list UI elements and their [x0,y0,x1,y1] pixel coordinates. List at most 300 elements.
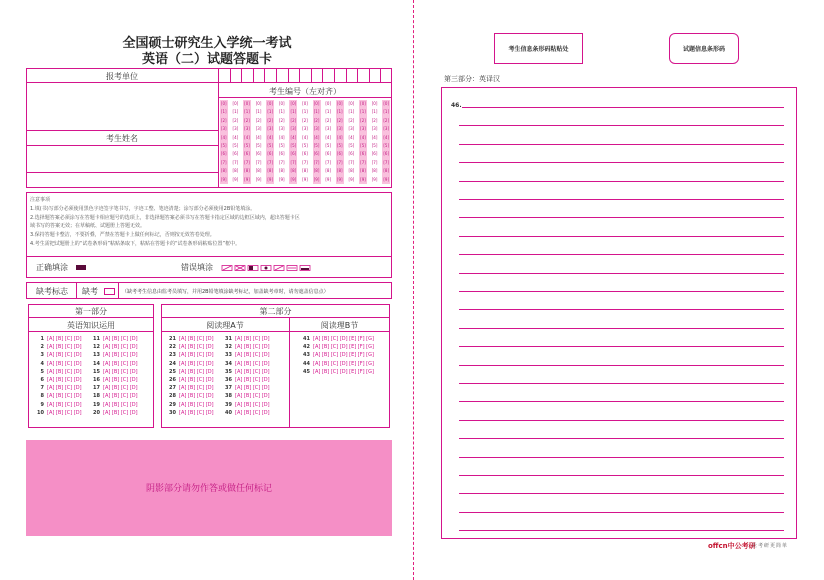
answer-row[interactable] [166,410,214,417]
answer-options[interactable]: [A] [B] [C] [D] [235,377,270,383]
answer-options[interactable]: [A] [B] [C] [D] [179,409,214,416]
id-digit-bubble[interactable]: [5] [278,142,285,148]
id-digit-bubble[interactable]: [2] [371,117,378,123]
answer-row[interactable] [222,352,270,359]
id-digit-bubble[interactable]: [9] [348,176,355,182]
id-digit-bubble[interactable]: [1] [243,108,251,116]
id-digit-bubble[interactable]: [8] [220,167,228,175]
question-number: 13 [93,352,100,359]
id-digit-bubble[interactable]: [9] [255,176,262,182]
id-digit-bubble[interactable]: [1] [382,108,390,116]
id-digit-column [313,100,321,184]
id-digit-bubble[interactable]: [7] [382,159,390,167]
id-digit-bubble[interactable]: [4] [232,134,239,140]
id-digit-bubble[interactable]: [2] [302,117,308,123]
id-digit-column [359,100,367,184]
notice-line-4: 3.保持答题卡整洁，不要折叠，严禁在答题卡上做任何标记，否则按无效答卷处理。 [30,232,215,238]
id-digit-bubble[interactable]: [4] [255,134,262,140]
answer-row[interactable] [222,361,270,368]
id-digit-bubble[interactable]: [0] [313,100,321,108]
answer-row[interactable] [90,410,138,417]
id-digit-bubble[interactable]: [1] [278,109,285,115]
id-digit-bubble[interactable]: [5] [359,142,367,150]
answer-options[interactable]: [A] [B] [C] [D] [47,393,82,400]
id-digit-bubble[interactable]: [2] [243,117,251,125]
id-digit-bubble[interactable]: [5] [336,142,344,150]
id-digit-bubble[interactable]: [0] [382,100,390,108]
id-digit-bubble[interactable]: [2] [220,117,228,125]
id-digit-bubble[interactable]: [2] [359,117,367,125]
id-digit-bubble[interactable]: [7] [255,159,262,165]
id-digit-bubble[interactable]: [9] [313,176,321,184]
answer-row[interactable] [34,352,82,359]
question-number: 35 [225,368,232,375]
id-digit-bubble[interactable]: [5] [266,142,274,150]
answer-row[interactable] [90,336,138,343]
part3-label: 第三部分：英译汉 [444,75,500,83]
answer-row[interactable] [34,369,82,376]
id-digit-bubble[interactable]: [5] [302,142,308,148]
id-digit-bubble[interactable]: [1] [359,108,367,116]
id-digit-bubble[interactable]: [1] [266,108,274,116]
answer-options[interactable]: [A] [B] [C] [D] [E] [F] [G] [313,360,374,367]
question-number: 1 [40,336,44,342]
id-digit-bubble[interactable]: [7] [232,159,239,165]
id-digit-bubble[interactable]: [2] [232,117,239,123]
id-digit-bubble[interactable]: [0] [220,100,228,108]
wrong-fill-samples-icon [221,265,317,273]
id-digit-bubble[interactable]: [8] [348,168,355,174]
writing-line [459,457,784,458]
id-digit-bubble[interactable]: [0] [348,101,355,106]
id-digit-bubble[interactable]: [1] [348,109,355,115]
answer-options[interactable]: [A] [B] [C] [D] [103,377,138,383]
id-digit-bubble[interactable]: [0] [359,100,367,108]
card-subtitle: 英语（二）试题答题卡 [141,52,272,67]
answer-row[interactable] [300,336,374,343]
answer-row[interactable] [90,369,138,376]
question-number: 12 [93,344,100,351]
answer-row[interactable] [34,377,82,384]
answer-row[interactable] [90,385,138,392]
id-digit-bubble[interactable]: [4] [348,134,355,140]
part2-title: 第二部分 [259,307,292,316]
answer-row[interactable] [222,369,270,376]
id-digit-bubble[interactable]: [5] [313,142,321,150]
id-digit-bubble[interactable]: [2] [325,117,332,123]
notice-line-2: 2.选择题答案必须涂写在答题卡相应题号的选项上，非选择题答案必须书写在答题卡指定区域的边框区域内，超出答题卡区 [30,215,300,221]
id-digit-bubble[interactable]: [4] [382,134,390,142]
id-digit-bubble[interactable]: [9] [266,176,274,184]
question-number: 18 [93,393,100,400]
answer-options[interactable]: [A] [B] [C] [D] [103,393,138,400]
answer-options[interactable]: [A] [B] [C] [D] [235,401,270,408]
id-digit-bubble[interactable]: [4] [266,134,274,142]
id-digit-bubble[interactable]: [8] [243,167,251,175]
answer-row[interactable] [166,361,214,368]
id-digit-bubble[interactable]: [3] [313,125,321,133]
id-digit-bubble[interactable]: [5] [371,142,378,148]
unit-label: 报考单位 [106,72,138,81]
id-digit-bubble[interactable]: [7] [371,159,378,165]
id-digit-bubble[interactable]: [6] [348,151,355,157]
id-digit-bubble[interactable]: [4] [220,134,228,142]
id-digit-bubble[interactable]: [2] [336,117,344,125]
id-digit-bubble[interactable]: [9] [289,176,297,184]
id-write-cell-divider [346,68,347,82]
id-write-cell-divider [311,68,312,82]
id-digit-bubble[interactable]: [3] [302,126,308,132]
question-number: 17 [93,385,100,392]
id-digit-bubble[interactable]: [6] [278,151,285,157]
writing-line [459,199,784,200]
id-digit-bubble[interactable]: [4] [359,134,367,142]
writing-line [459,217,784,218]
answer-options[interactable]: [A] [B] [C] [D] [47,401,82,408]
answer-options[interactable]: [A] [B] [C] [D] [179,401,214,408]
id-digit-bubble[interactable]: [6] [371,151,378,157]
answer-options[interactable]: [A] [B] [C] [D] [47,409,82,416]
card-title: 全国硕士研究生入学统一考试 [122,36,292,51]
id-digit-bubble[interactable]: [7] [359,159,367,167]
id-digit-bubble[interactable]: [8] [278,168,285,174]
answer-options[interactable]: [A] [B] [C] [D] [E] [F] [G] [313,344,374,351]
answer-row[interactable] [166,377,214,384]
id-digit-bubble[interactable]: [0] [325,101,332,106]
id-digit-bubble[interactable]: [9] [382,176,390,184]
id-digit-bubble[interactable]: [3] [336,125,344,133]
id-digit-bubble[interactable]: [8] [289,167,297,175]
id-digit-bubble[interactable]: [3] [359,125,367,133]
answer-row[interactable] [222,393,270,400]
id-digit-bubble[interactable]: [0] [266,100,274,108]
id-digit-column [336,100,344,184]
id-digit-bubble[interactable]: [1] [336,108,344,116]
id-digit-column [278,100,286,184]
id-digit-bubble[interactable]: [0] [278,101,285,106]
answer-row[interactable] [300,361,374,368]
answer-row[interactable] [300,344,374,351]
answer-options[interactable]: [A] [B] [C] [D] [103,352,138,359]
id-digit-bubble[interactable]: [5] [220,142,228,150]
writing-line [459,254,784,255]
part2-sub-b: 阅读理B节 [320,321,359,330]
id-digit-bubble[interactable]: [6] [220,150,228,158]
id-digit-bubble[interactable]: [5] [382,142,390,150]
id-digit-bubble[interactable]: [4] [289,134,297,142]
id-digit-bubble[interactable]: [8] [336,167,344,175]
answer-row[interactable] [166,344,214,351]
id-digit-bubble[interactable]: [6] [313,150,321,158]
answer-options[interactable]: [A] [B] [C] [D] [103,360,138,367]
question-number: 27 [169,385,176,392]
id-digit-bubble[interactable]: [2] [255,117,262,123]
id-digit-bubble[interactable]: [9] [220,176,228,184]
id-digit-bubble[interactable]: [6] [382,150,390,158]
answer-options[interactable]: [A] [B] [C] [D] [103,368,138,375]
answer-row[interactable] [34,344,82,351]
answer-options[interactable]: [A] [B] [C] [D] [235,352,270,359]
id-write-cell-divider [334,68,335,82]
answer-row[interactable] [90,361,138,368]
answer-options[interactable]: [A] [B] [C] [D] [235,360,270,367]
answer-row[interactable] [34,402,82,409]
id-digit-bubble[interactable]: [9] [336,176,344,184]
answer-row[interactable] [166,385,214,392]
id-digit-bubble[interactable]: [4] [278,134,285,140]
question-number: 36 [225,377,232,383]
id-digit-bubble[interactable]: [7] [243,159,251,167]
id-digit-bubble[interactable]: [7] [278,159,285,165]
id-digit-bubble[interactable]: [7] [348,159,355,165]
id-digit-bubble[interactable]: [8] [232,168,239,174]
id-digit-bubble[interactable]: [9] [359,176,367,184]
answer-row[interactable] [222,336,270,343]
answer-row[interactable] [166,369,214,376]
id-digit-bubble[interactable]: [3] [255,126,262,132]
id-digit-bubble[interactable]: [9] [232,176,239,182]
id-digit-bubble[interactable]: [8] [371,168,378,174]
id-digit-bubble[interactable]: [9] [302,176,308,182]
answer-row[interactable] [34,361,82,368]
id-digit-bubble[interactable]: [7] [325,159,332,165]
absent-checkbox[interactable] [104,288,115,295]
answer-options[interactable]: [A] [B] [C] [D] [235,344,270,351]
id-digit-bubble[interactable]: [5] [255,142,262,148]
id-digit-bubble[interactable]: [8] [302,168,308,174]
answer-row[interactable] [90,393,138,400]
notice-title: 注意事项 [30,197,51,203]
answer-options[interactable]: [A] [B] [C] [D] [E] [F] [G] [313,352,374,359]
id-digit-column [301,100,309,184]
id-digit-bubble[interactable]: [5] [243,142,251,150]
question-number: 44 [303,360,310,367]
id-digit-bubble[interactable]: [1] [302,109,308,115]
answer-row[interactable] [222,385,270,392]
id-digit-bubble[interactable]: [3] [289,125,297,133]
id-digit-bubble[interactable]: [3] [232,126,239,132]
id-digit-bubble[interactable]: [3] [266,125,274,133]
id-digit-bubble[interactable]: [4] [302,134,308,140]
id-digit-bubble[interactable]: [7] [220,159,228,167]
id-digit-bubble[interactable]: [0] [243,100,251,108]
id-digit-bubble[interactable]: [8] [325,168,332,174]
answer-row[interactable] [222,344,270,351]
id-digit-bubble[interactable]: [3] [371,126,378,132]
id-digit-bubble[interactable]: [5] [325,142,332,148]
writing-line [459,530,784,531]
answer-row[interactable] [166,352,214,359]
id-digit-bubble[interactable]: [5] [289,142,297,150]
answer-row[interactable] [34,385,82,392]
id-digit-bubble[interactable]: [8] [255,168,262,174]
question-number: 24 [169,360,176,367]
answer-options[interactable]: [A] [B] [C] [D] [47,377,82,383]
answer-options[interactable]: [A] [B] [C] [D] [179,377,214,383]
id-digit-bubble[interactable]: [3] [243,125,251,133]
question-number: 23 [169,352,176,359]
id-digit-bubble[interactable]: [4] [325,134,332,140]
id-digit-bubble[interactable]: [9] [278,176,285,182]
id-write-cell-divider [288,68,289,82]
part1-sub: 英语知识运用 [67,321,115,330]
question-number: 28 [169,393,176,400]
id-digit-bubble[interactable]: [3] [325,126,332,132]
answer-options[interactable]: [A] [B] [C] [D] [47,385,82,392]
id-digit-bubble[interactable]: [6] [325,151,332,157]
writing-line [459,328,784,329]
id-digit-bubble[interactable]: [2] [278,117,285,123]
id-digit-bubble[interactable]: [6] [289,150,297,158]
answer-options[interactable]: [A] [B] [C] [D] [E] [F] [G] [313,336,374,342]
answer-options[interactable]: [A] [B] [C] [D] [E] [F] [G] [313,368,374,375]
answer-options[interactable]: [A] [B] [C] [D] [179,336,214,342]
notice-line-3: 域书写的答案无效；在草稿纸、试题册上答题无效。 [30,223,146,229]
writing-line [459,475,784,476]
answer-row[interactable] [90,402,138,409]
answer-options[interactable]: [A] [B] [C] [D] [235,409,270,416]
id-digit-bubble[interactable]: [2] [266,117,274,125]
answer-row[interactable] [166,402,214,409]
id-digit-bubble[interactable]: [7] [289,159,297,167]
id-digit-bubble[interactable]: [0] [302,101,308,106]
answer-options[interactable]: [A] [B] [C] [D] [47,360,82,367]
id-digit-bubble[interactable]: [8] [382,167,390,175]
id-digit-bubble[interactable]: [3] [220,125,228,133]
unit-field[interactable] [26,82,219,130]
id-digit-bubble[interactable]: [4] [371,134,378,140]
answer-row[interactable] [34,336,82,343]
id-digit-bubble[interactable]: [4] [243,134,251,142]
id-digit-bubble[interactable]: [6] [359,150,367,158]
answer-options[interactable]: [A] [B] [C] [D] [47,352,82,359]
answer-options[interactable]: [A] [B] [C] [D] [103,385,138,392]
answer-options[interactable]: [A] [B] [C] [D] [47,344,82,351]
id-digit-bubble[interactable]: [7] [302,159,308,165]
answer-options[interactable]: [A] [B] [C] [D] [179,385,214,392]
writing-line [459,162,784,163]
id-digit-bubble[interactable]: [5] [232,142,239,148]
id-digit-bubble[interactable]: [1] [289,108,297,116]
answer-options[interactable]: [A] [B] [C] [D] [47,368,82,375]
id-digit-bubble[interactable]: [1] [325,109,332,115]
id-digit-bubble[interactable]: [7] [313,159,321,167]
id-digit-bubble[interactable]: [1] [232,109,239,115]
id-digit-bubble[interactable]: [0] [336,100,344,108]
question-number: 22 [169,344,176,351]
answer-row[interactable] [34,393,82,400]
answer-options[interactable]: [A] [B] [C] [D] [179,393,214,400]
id-digit-bubble[interactable]: [6] [302,151,308,157]
id-digit-bubble[interactable]: [4] [336,134,344,142]
name-label: 考生姓名 [106,134,138,143]
answer-row[interactable] [300,369,374,376]
answer-row[interactable] [222,377,270,384]
question-46-label: 46. [451,102,462,109]
part1-title: 第一部分 [75,307,107,316]
question-number: 4 [40,360,44,367]
answer-row[interactable] [34,410,82,417]
answer-row[interactable] [90,377,138,384]
answer-row[interactable] [90,352,138,359]
id-write-cell-divider [322,68,323,82]
id-digit-bubble[interactable]: [3] [278,126,285,132]
id-digit-bubble[interactable]: [0] [255,101,262,106]
id-digit-bubble[interactable]: [9] [325,176,332,182]
answer-row[interactable] [166,393,214,400]
id-digit-bubble[interactable]: [7] [266,159,274,167]
id-digit-bubble[interactable]: [6] [232,151,239,157]
id-digit-bubble[interactable]: [0] [371,101,378,106]
writing-line [459,383,784,384]
question-number: 20 [93,409,100,416]
answer-options[interactable]: [A] [B] [C] [D] [235,385,270,392]
id-digit-bubble[interactable]: [6] [255,151,262,157]
name-field[interactable] [27,146,217,171]
question-number: 16 [93,377,100,383]
answer-options[interactable]: [A] [B] [C] [D] [103,409,138,416]
id-digit-bubble[interactable]: [0] [232,101,239,106]
id-digit-bubble[interactable]: [6] [336,150,344,158]
answer-options[interactable]: [A] [B] [C] [D] [179,360,214,367]
id-write-cell-divider [241,68,242,82]
id-digit-bubble[interactable]: [1] [371,109,378,115]
id-write-cell-divider [357,68,358,82]
answer-options[interactable]: [A] [B] [C] [D] [103,344,138,351]
answer-options[interactable]: [A] [B] [C] [D] [235,368,270,375]
answer-row[interactable] [166,336,214,343]
id-digit-bubble[interactable]: [4] [313,134,321,142]
writing-line [459,438,784,439]
id-digit-bubble[interactable]: [6] [243,150,251,158]
student-barcode-label: 考生信息条形码粘贴处 [508,46,569,53]
id-digit-bubble[interactable]: [9] [243,176,251,184]
id-digit-bubble[interactable]: [8] [266,167,274,175]
id-digit-bubble[interactable]: [5] [348,142,355,148]
id-digit-bubble[interactable]: [6] [266,150,274,158]
id-digit-bubble[interactable]: [0] [289,100,297,108]
id-digit-bubble[interactable]: [1] [255,109,262,115]
id-digit-bubble[interactable]: [9] [371,176,378,182]
id-digit-bubble[interactable]: [1] [313,108,321,116]
id-digit-bubble[interactable]: [2] [313,117,321,125]
writing-area[interactable] [441,87,797,539]
id-digit-bubble[interactable]: [1] [220,108,228,116]
answer-row[interactable] [222,402,270,409]
answer-options[interactable]: [A] [B] [C] [D] [47,336,82,342]
answer-options[interactable]: [A] [B] [C] [D] [103,336,138,342]
answer-options[interactable]: [A] [B] [C] [D] [179,352,214,359]
answer-row[interactable] [222,410,270,417]
answer-options[interactable]: [A] [B] [C] [D] [179,368,214,375]
answer-options[interactable]: [A] [B] [C] [D] [103,401,138,408]
id-digit-bubble[interactable]: [2] [289,117,297,125]
answer-options[interactable]: [A] [B] [C] [D] [235,336,270,342]
answer-row[interactable] [90,344,138,351]
id-digit-bubble[interactable]: [8] [313,167,321,175]
answer-options[interactable]: [A] [B] [C] [D] [179,344,214,351]
question-number: 39 [225,401,232,408]
writing-line [459,420,784,421]
answer-row[interactable] [300,352,374,359]
id-digit-bubble[interactable]: [8] [359,167,367,175]
id-digit-bubble[interactable]: [2] [348,117,355,123]
id-digit-bubble[interactable]: [7] [336,159,344,167]
answer-options[interactable]: [A] [B] [C] [D] [235,393,270,400]
id-digit-bubble[interactable]: [2] [382,117,390,125]
id-digit-bubble[interactable]: [3] [348,126,355,132]
id-digit-bubble[interactable]: [3] [382,125,390,133]
